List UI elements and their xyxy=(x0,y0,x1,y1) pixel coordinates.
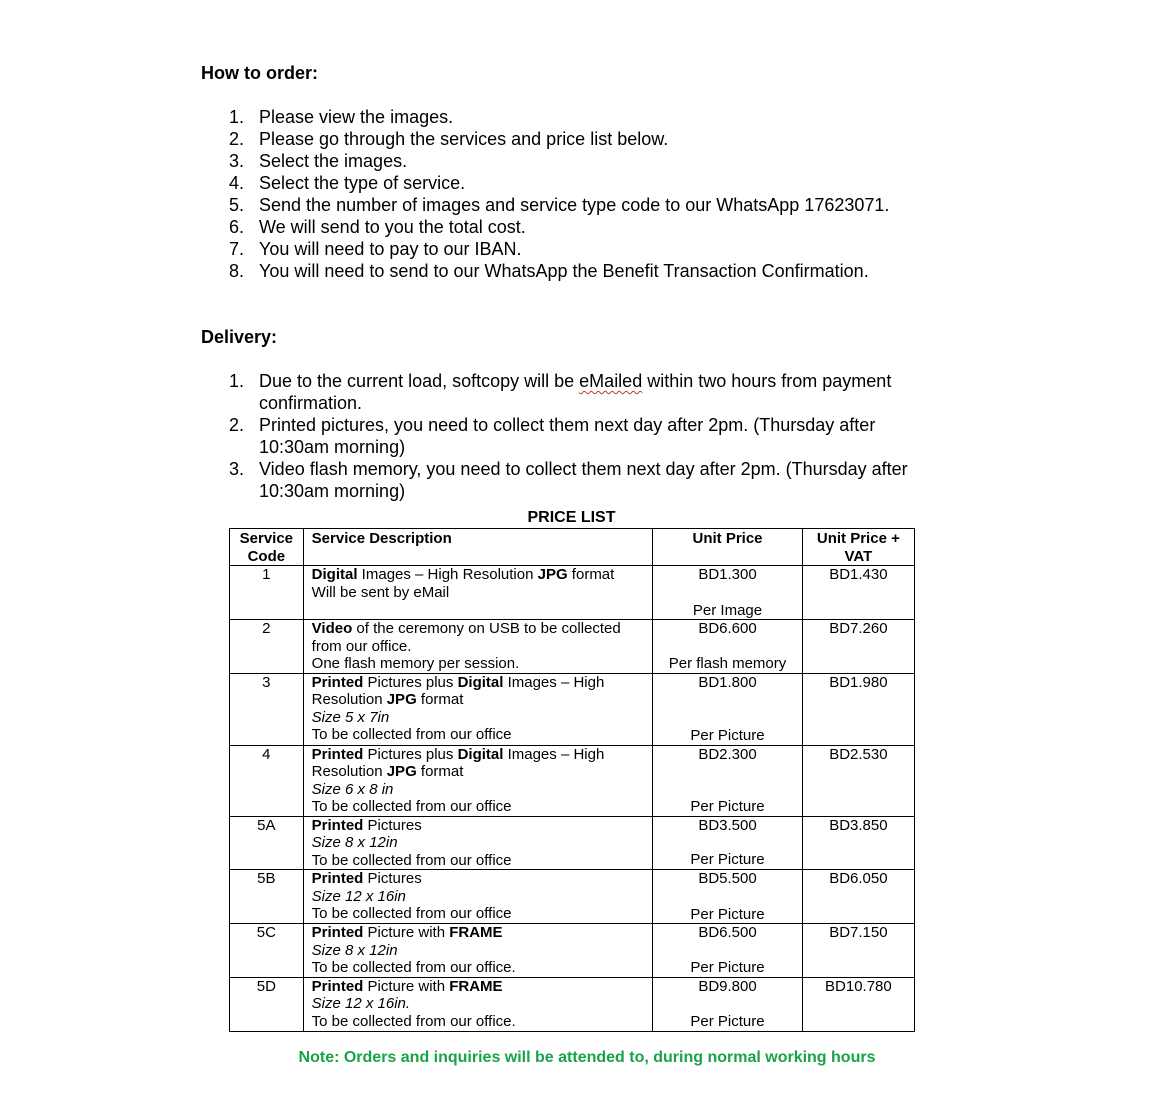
step-number: 2. xyxy=(229,129,245,149)
service-description-cell xyxy=(303,977,653,1031)
unit-price-cell xyxy=(653,977,802,1031)
unit-price-basis: Per Image xyxy=(692,601,763,619)
unit-price-cell xyxy=(653,566,802,620)
step-text: Select the type of service. xyxy=(259,173,466,193)
unit-price-vat-cell: BD1.430 xyxy=(802,566,914,620)
unit-price-basis: Per Picture xyxy=(690,727,765,744)
description-line: Size 8 x 12in xyxy=(311,834,398,851)
price-row xyxy=(230,620,915,674)
description-line: Printed Pictures plus Digital Images – High Resolution JPG format xyxy=(311,745,605,780)
price-row xyxy=(230,977,915,1031)
unit-price-vat-cell: BD6.050 xyxy=(802,870,914,924)
step-text: You will need to send to our WhatsApp the Benefit Transaction Confirmation. xyxy=(259,261,869,281)
service-description-cell xyxy=(303,816,653,870)
unit-price-cell xyxy=(653,620,802,674)
description-line: Printed Pictures xyxy=(311,816,422,834)
service-description-cell xyxy=(303,566,653,620)
order-step xyxy=(229,128,929,150)
header-unit-price: Unit Price xyxy=(653,529,802,566)
step-number: 6. xyxy=(229,217,245,237)
unit-price-value: BD6.600 xyxy=(698,620,757,637)
description-line: One flash memory per session. xyxy=(311,655,520,672)
service-description-cell xyxy=(303,620,653,674)
step-text: You will need to pay to our IBAN. xyxy=(259,239,522,259)
order-step xyxy=(229,238,929,260)
service-code-cell: 5C xyxy=(230,924,304,978)
description-line: To be collected from our office. xyxy=(311,1012,516,1030)
unit-price-vat-cell: BD7.150 xyxy=(802,924,914,978)
description-line: To be collected from our office. xyxy=(311,959,516,976)
how-to-order-list xyxy=(229,106,929,282)
price-table xyxy=(229,528,915,1032)
step-number: 1. xyxy=(229,107,245,127)
description-line: Printed Pictures plus Digital Images – High Resolution JPG format xyxy=(311,673,605,708)
service-code-cell: 5A xyxy=(230,816,304,870)
unit-price-value: BD2.300 xyxy=(698,745,757,763)
description-line: Video of the ceremony on USB to be collected from our office. xyxy=(311,620,621,655)
unit-price-vat-cell: BD1.980 xyxy=(802,673,914,745)
order-step xyxy=(229,106,929,128)
unit-price-cell xyxy=(653,673,802,745)
service-code-cell: 5B xyxy=(230,870,304,924)
step-text: We will send to you the total cost. xyxy=(259,217,526,237)
step-number: 2. xyxy=(229,415,245,435)
service-code-cell: 1 xyxy=(230,566,304,620)
unit-price-value: BD6.500 xyxy=(698,924,757,941)
step-text: Select the images. xyxy=(259,151,408,171)
description-line: Size 8 x 12in xyxy=(311,941,398,959)
step-number: 4. xyxy=(229,173,245,193)
step-number: 7. xyxy=(229,239,245,259)
service-description-cell xyxy=(303,924,653,978)
price-list-title: PRICE LIST xyxy=(527,509,616,526)
description-line: To be collected from our office xyxy=(311,851,512,869)
step-text: Printed pictures, you need to collect them next day after 2pm. (Thursday after 10:30am morning) xyxy=(259,415,876,457)
unit-price-vat-cell: BD10.780 xyxy=(802,977,914,1031)
price-row xyxy=(230,566,915,620)
price-row xyxy=(230,745,915,816)
unit-price-value: BD5.500 xyxy=(698,870,757,887)
unit-price-cell xyxy=(653,870,802,924)
unit-price-value: BD9.800 xyxy=(698,977,757,995)
header-service-description: Service Description xyxy=(303,529,653,566)
unit-price-vat-cell: BD7.260 xyxy=(802,620,914,674)
order-step xyxy=(229,194,929,216)
step-number: 3. xyxy=(229,459,245,479)
how-to-order-heading: How to order: xyxy=(201,63,318,83)
unit-price-vat-cell: BD3.850 xyxy=(802,816,914,870)
step-number: 5. xyxy=(229,195,245,215)
description-line: Will be sent by eMail xyxy=(311,583,450,601)
delivery-heading: Delivery: xyxy=(201,327,278,347)
price-row xyxy=(230,870,915,924)
description-line: Size 5 x 7in xyxy=(311,708,390,726)
price-row xyxy=(230,673,915,745)
step-text: Video flash memory, you need to collect them next day after 2pm. (Thursday after 10:30am morning) xyxy=(259,459,908,501)
unit-price-value: BD1.800 xyxy=(698,673,757,691)
delivery-list xyxy=(229,370,929,502)
unit-price-value: BD1.300 xyxy=(698,566,757,583)
spellcheck-flagged-word[interactable]: eMailed xyxy=(579,371,643,391)
description-line: Printed Pictures xyxy=(311,870,422,887)
price-row xyxy=(230,816,915,870)
description-line: Size 6 x 8 in xyxy=(311,780,394,798)
order-step xyxy=(229,216,929,238)
price-table-header-row xyxy=(230,529,915,566)
delivery-step xyxy=(229,458,929,502)
service-code-cell: 2 xyxy=(230,620,304,674)
header-service-code: Service Code xyxy=(230,529,304,566)
description-line: To be collected from our office xyxy=(311,798,512,815)
step-number: 1. xyxy=(229,371,245,391)
description-line: To be collected from our office xyxy=(311,905,512,922)
order-step xyxy=(229,172,929,194)
order-step xyxy=(229,260,929,282)
price-row xyxy=(230,924,915,978)
header-unit-price-vat: Unit Price + VAT xyxy=(802,529,914,566)
delivery-step xyxy=(229,414,929,458)
service-code-cell: 4 xyxy=(230,745,304,816)
description-line: Size 12 x 16in. xyxy=(311,995,411,1012)
step-number: 3. xyxy=(229,151,245,171)
service-code-cell: 3 xyxy=(230,673,304,745)
unit-price-basis: Per Picture xyxy=(690,905,765,923)
unit-price-basis: Per Picture xyxy=(690,798,765,815)
step-text: Send the number of images and service type code to our WhatsApp 17623071. xyxy=(259,195,890,215)
step-text: Please view the images. xyxy=(259,107,454,127)
service-description-cell xyxy=(303,870,653,924)
unit-price-basis: Per flash memory xyxy=(668,654,787,672)
unit-price-basis: Per Picture xyxy=(690,1013,765,1030)
description-line: Printed Picture with FRAME xyxy=(311,977,503,995)
unit-price-vat-cell: BD2.530 xyxy=(802,745,914,816)
unit-price-cell xyxy=(653,816,802,870)
step-number: 8. xyxy=(229,261,245,281)
service-code-cell: 5D xyxy=(230,977,304,1031)
step-text: Due to the current load, softcopy will be eMailed within two hours from payment confirmation. xyxy=(259,371,892,413)
unit-price-cell xyxy=(653,924,802,978)
service-description-cell xyxy=(303,745,653,816)
unit-price-value: BD3.500 xyxy=(698,816,757,834)
description-line: To be collected from our office xyxy=(311,726,512,743)
unit-price-basis: Per Picture xyxy=(690,958,765,976)
step-text: Please go through the services and price list below. xyxy=(259,129,669,149)
order-step xyxy=(229,150,929,172)
unit-price-cell xyxy=(653,745,802,816)
service-description-cell xyxy=(303,673,653,745)
working-hours-note: Note: Orders and inquiries will be attended to, during normal working hours xyxy=(298,1049,876,1066)
delivery-step xyxy=(229,370,929,414)
description-line: Digital Images – High Resolution JPG format xyxy=(311,566,615,583)
description-line: Size 12 x 16in xyxy=(311,887,406,905)
description-line: Printed Picture with FRAME xyxy=(311,924,503,941)
unit-price-basis: Per Picture xyxy=(690,851,765,868)
